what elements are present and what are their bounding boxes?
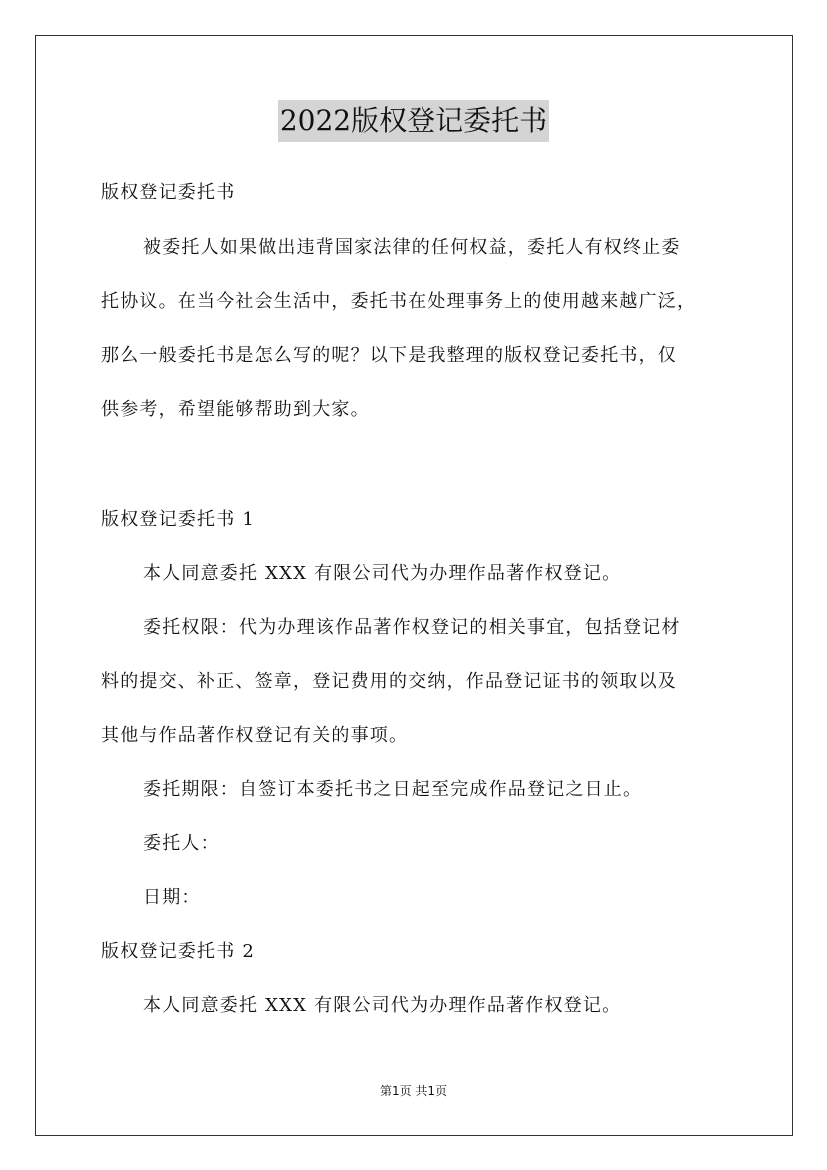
paragraph-line: 那么一般委托书是怎么写的呢？以下是我整理的版权登记委托书，仅 — [101, 345, 677, 366]
paragraph-line: 其他与作品著作权登记有关的事项。 — [101, 725, 409, 746]
section-heading: 版权登记委托书 2 — [101, 941, 255, 962]
paragraph-line: 被委托人如果做出违背国家法律的任何权益，委托人有权终止委 — [143, 237, 681, 258]
paragraph-line: 委托期限：自签订本委托书之日起至完成作品登记之日止。 — [143, 779, 643, 800]
document-title-text: 2022版权登记委托书 — [278, 100, 549, 142]
section-heading: 版权登记委托书 — [101, 182, 236, 203]
paragraph-line: 供参考，希望能够帮助到大家。 — [101, 399, 370, 420]
section-heading: 版权登记委托书 1 — [101, 509, 255, 530]
signature-label: 委托人： — [143, 833, 220, 854]
paragraph-line: 本人同意委托 XXX 有限公司代为办理作品著作权登记。 — [143, 995, 622, 1016]
paragraph-line: 本人同意委托 XXX 有限公司代为办理作品著作权登记。 — [143, 563, 622, 584]
paragraph-line: 料的提交、补正、签章，登记费用的交纳，作品登记证书的领取以及 — [101, 671, 677, 692]
page-footer: 第1页 共1页 — [379, 1084, 448, 1098]
paragraph-line: 托协议。在当今社会生活中，委托书在处理事务上的使用越来越广泛， — [101, 291, 697, 312]
paragraph-line: 委托权限：代为办理该作品著作权登记的相关事宜，包括登记材 — [143, 617, 681, 638]
document-title — [0, 100, 827, 142]
date-label: 日期： — [143, 887, 201, 908]
